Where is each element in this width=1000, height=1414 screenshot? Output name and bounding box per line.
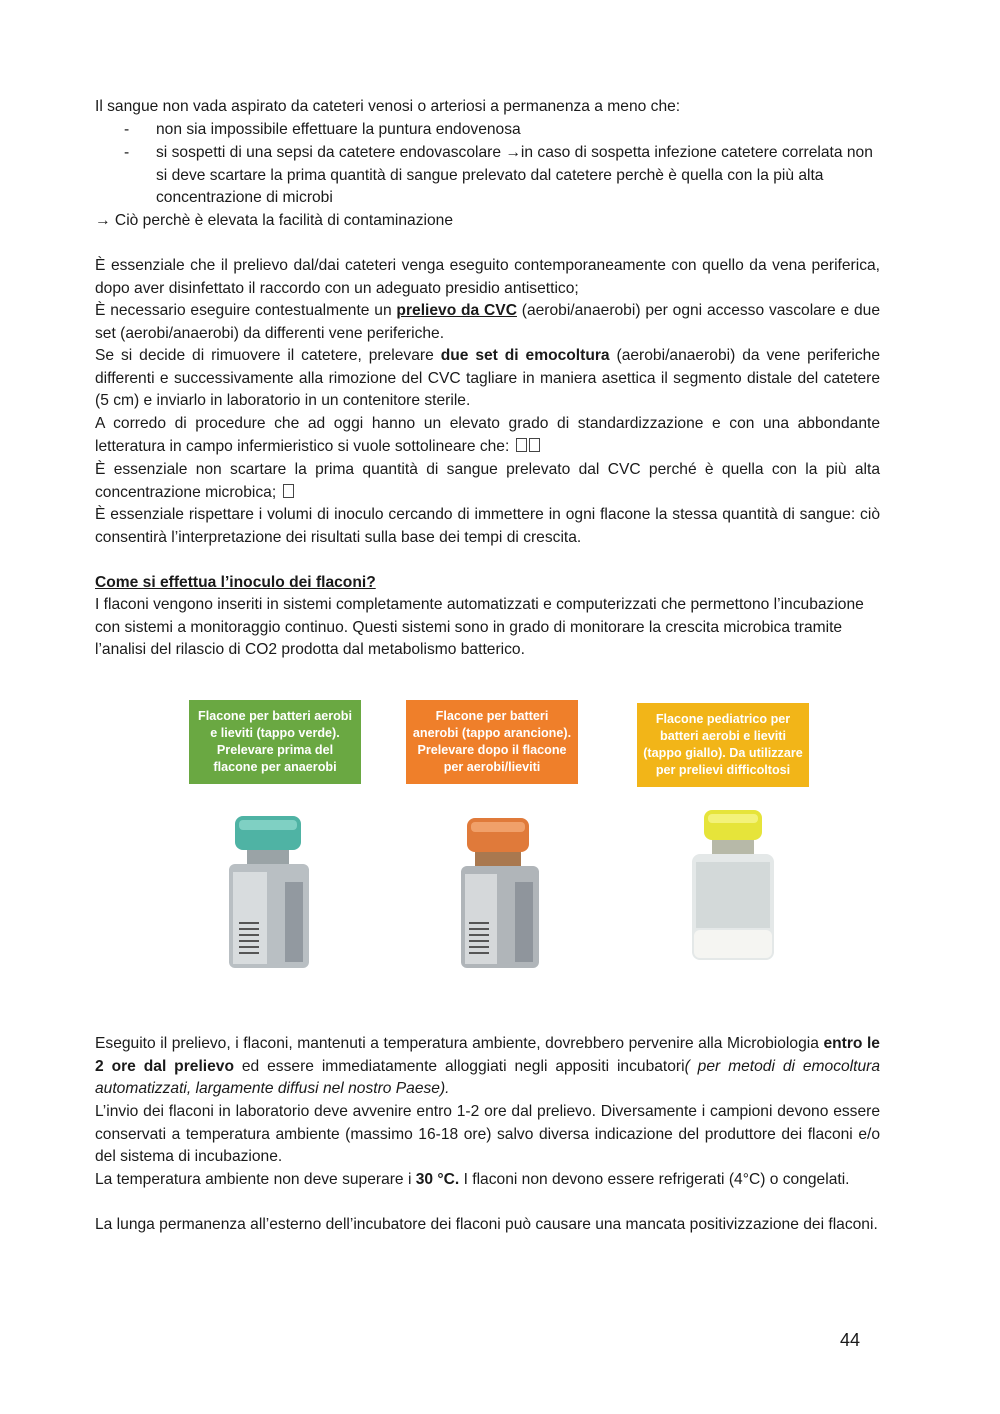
emphasis-sets: due set di emocoltura	[440, 347, 610, 364]
emphasis-temperature: 30 °C.	[415, 1171, 460, 1188]
bullet-dash: -	[124, 121, 130, 138]
paragraph: L’invio dei flaconi in laboratorio deve avvenire entro 1-2 ore dal prelievo. Diversamente i campioni devono essere conservati a temperatura ambiente (massimo 16-18 ore) salvo diversa indicazione del produttore dei flaconi e/o del sistema di incubazione.	[95, 1103, 880, 1166]
section-body: I flaconi vengono inseriti in sistemi completamente automatizzati e computerizzati che permettono l’incubazione con sistemi a monitoraggio continuo. Questi sistemi sono in grado di monitorare la crescita microbica tramite l’analisi del rilascio di CO2 prodotta dal metabolismo batterico.	[95, 596, 864, 659]
label-anaerobic: Flacone per batteri anerobi (tappo arancione). Prelevare dopo il flacone per aerobi/lieviti	[406, 700, 578, 784]
bullet-dash: -	[124, 144, 130, 161]
italic-note: ( per metodi di emocoltura automatizzati, largamente diffusi nel nostro Paese).	[95, 1057, 880, 1098]
missing-glyph-icon	[529, 438, 540, 452]
bullet-item: si sospetti di una sepsi da catetere endovascolare →in caso di sospetta infezione catetere correlata non si deve scartare la prima quantità di sangue prelevato dal catetere perchè è quella con la più alta concentrazione di microbi	[156, 144, 873, 207]
emphasis-cvc: prelievo da CVC	[396, 302, 517, 319]
page-number: 44	[840, 1330, 861, 1350]
paragraph: È essenziale rispettare i volumi di inoculo cercando di immettere in ogni flacone la stessa quantità di sangue: ciò consentirà l’interpretazione dei risultati sulla base dei tempi di crescita.	[95, 506, 880, 546]
label-pediatric: Flacone pediatrico per batteri aerobi e lieviti (tappo giallo). Da utilizzare per prelievi difficoltosi	[637, 703, 809, 787]
paragraph: La lunga permanenza all’esterno dell’incubatore dei flaconi può causare una mancata positivizzazione dei flaconi.	[95, 1216, 878, 1233]
paragraph: La temperatura ambiente non deve superare i 30 °C. I flaconi non devono essere refrigerati (4°C) o congelati.	[95, 1171, 850, 1188]
orange-cap-vial	[445, 812, 555, 970]
paragraph: È essenziale che il prelievo dal/dai cateteri venga eseguito contemporaneamente con quello da vena periferica, dopo aver disinfettato il raccordo con un adeguato presidio antisettico;	[95, 257, 880, 297]
intro-line: Il sangue non vada aspirato da cateteri venosi o arteriosi a permanenza a meno che:	[95, 98, 681, 115]
paragraph: Se si decide di rimuovere il catetere, prelevare due set di emocoltura (aerobi/anaerobi) da vene periferiche differenti e successivamente alla rimozione del CVC tagliare in maniera asettica il segmento distale del catetere (5 cm) e inviarlo in laboratorio in un contenitore sterile.	[95, 347, 880, 410]
arrow-note: → Ciò perchè è elevata la facilità di contaminazione	[95, 212, 453, 229]
label-aerobic: Flacone per batteri aerobi e lieviti (tappo verde). Prelevare prima del flacone per anaerobi	[189, 700, 361, 784]
paragraph: A corredo di procedure che ad oggi hanno un elevato grado di standardizzazione e con una abbondante letteratura in campo infermieristico si vuole sottolineare che:	[95, 415, 880, 455]
green-cap-vial	[215, 812, 325, 970]
paragraph: È necessario eseguire contestualmente un prelievo da CVC (aerobi/anaerobi) per ogni accesso vascolare e due set (aerobi/anaerobi) da differenti vene periferiche.	[95, 302, 880, 342]
bullet-item: non sia impossibile effettuare la puntura endovenosa	[156, 121, 521, 138]
missing-glyph-icon	[283, 484, 294, 498]
emphasis-timing: entro le 2 ore dal prelievo	[95, 1035, 880, 1075]
paragraph: È essenziale non scartare la prima quantità di sangue prelevato dal CVC perché è quella con la più alta concentrazione microbica;	[95, 461, 880, 501]
section-heading: Come si effettua l’inoculo dei flaconi?	[95, 574, 376, 591]
missing-glyph-icon	[516, 438, 527, 452]
yellow-cap-vial	[680, 806, 790, 964]
paragraph: Eseguito il prelievo, i flaconi, mantenuti a temperatura ambiente, dovrebbero pervenire alla Microbiologia entro le 2 ore dal prelievo ed essere immediatamente alloggiati negli appositi incubatori( per metodi di emocoltura automatizzati, largamente diffusi nel nostro Paese).	[95, 1035, 880, 1098]
